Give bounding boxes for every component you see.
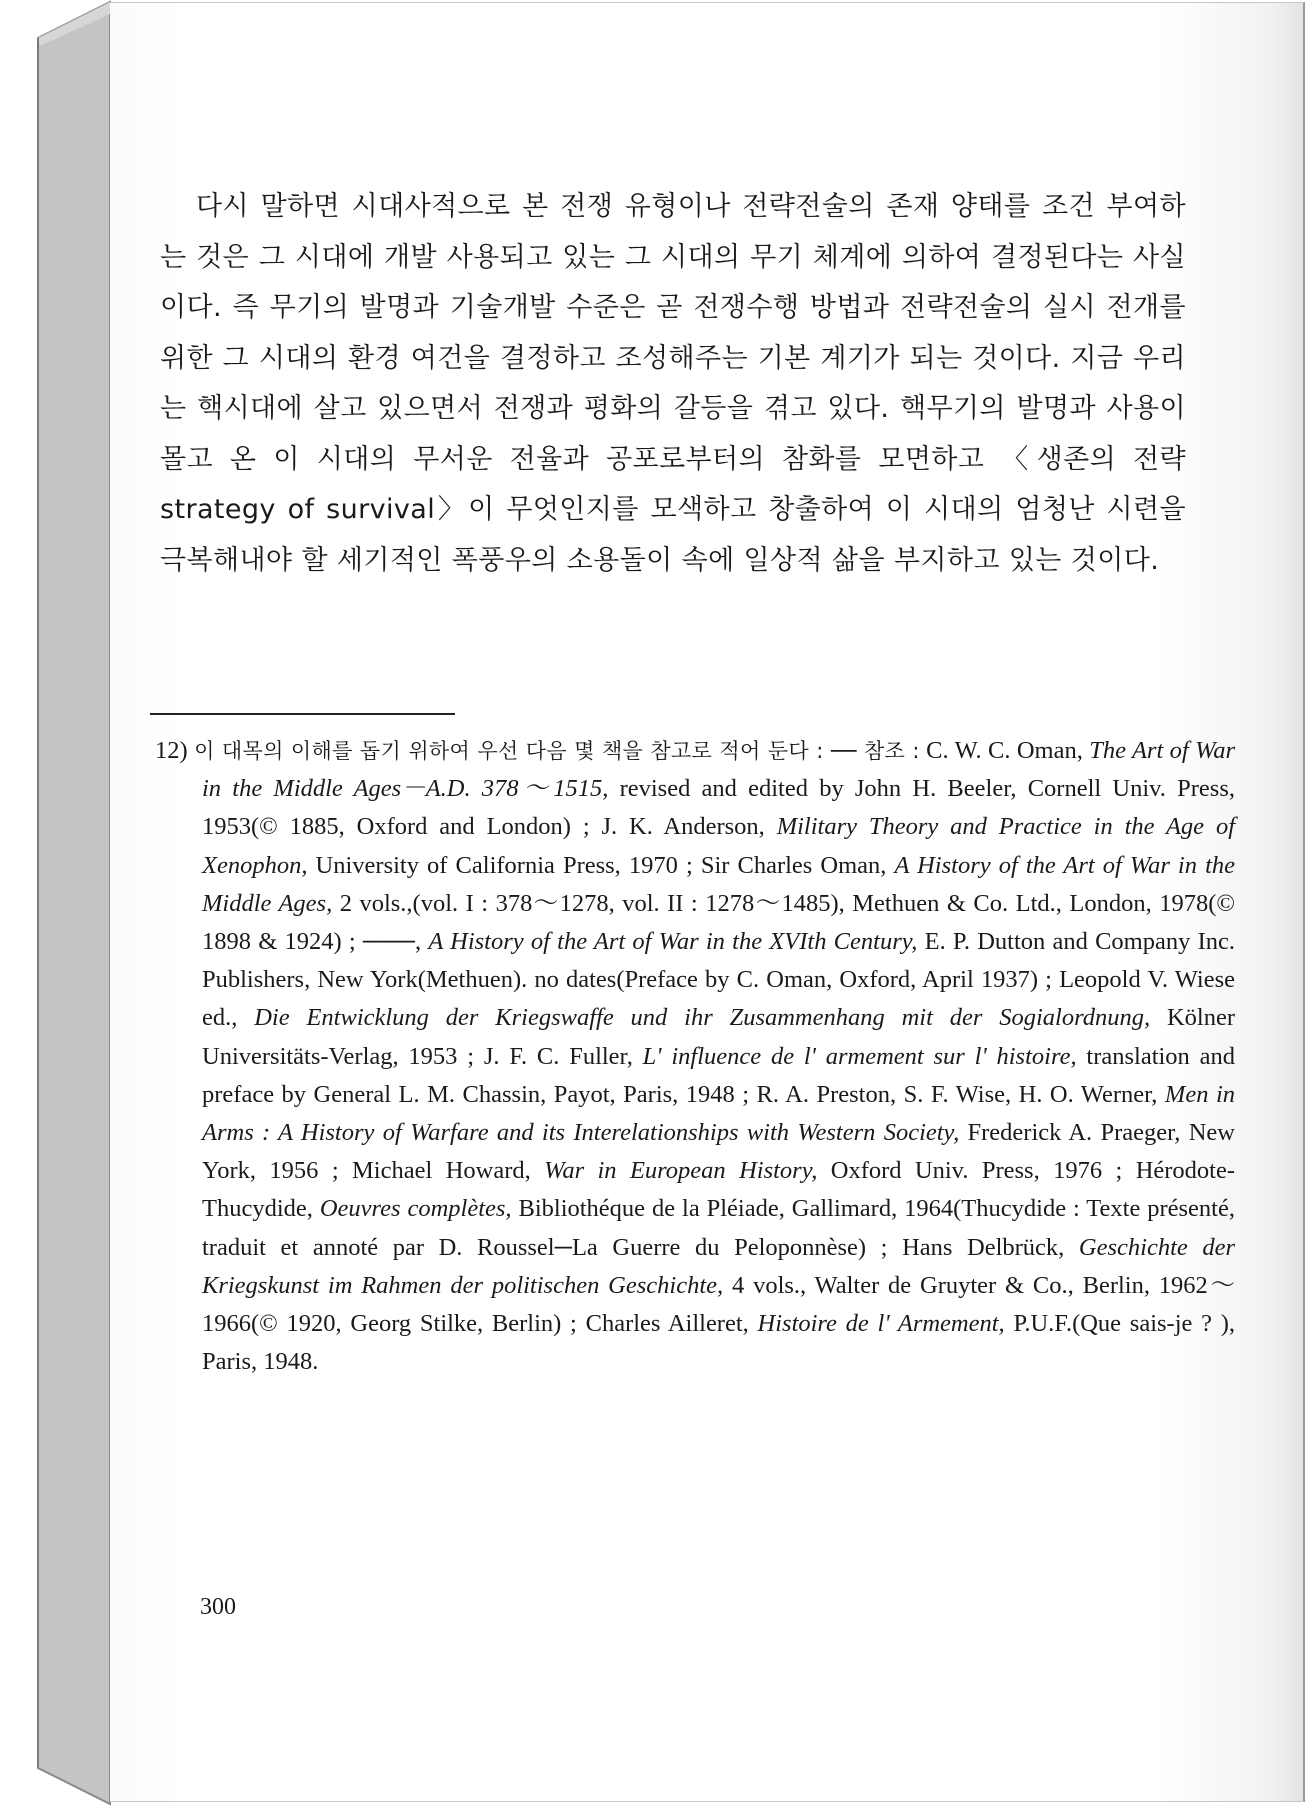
footnote-text: revised and edited by John H. Beeler, Cornell Univ. Press, 1953(© 1885, Oxford and London) ; J. K. Anderson,	[202, 775, 1235, 841]
footnote-text: C. W. C. Oman,	[926, 737, 1083, 764]
book-title: L' influence de l' armement sur l' histoire,	[642, 1042, 1077, 1070]
book-spine	[0, 0, 112, 1806]
book-title: Die Entwicklung der Kriegswaffe und ihr Zusammenhang mit der Sogialordnung,	[254, 1004, 1151, 1032]
body-paragraph: 다시 말하면 시대사적으로 본 전쟁 유형이나 전략전술의 존재 양태를 조건 부여하는 것은 그 시대에 개발 사용되고 있는 그 시대의 무기 체계에 의하여 결정된다는 사실이다. 즉 무기의 발명과 기술개발 수준은 곧 전쟁수행 방법과 전략전술의 실시 전개를 위한 그 시대의 환경 여건을 결정하고 조성해주는 기본 계기가 되는 것이다. 지금 우리는 핵시대에 살고 있으면서 전쟁과 평화의 갈등을 겪고 있다. 핵무기의 발명과 사용이 몰고 온 이 시대의 무서운 전율과 공포로부터의 참화를 모면하고 〈생존의 전략 strategy of survival〉이 무엇인지를 모색하고 창출하여 이 시대의 엄청난 시련을 극복해내야 할 세기적인 폭풍우의 소용돌이 속에 일상적 삶을 부지하고 있는 것이다.	[160, 191, 1186, 576]
book-title: Geschichte der Kriegskunst im Rahmen der politischen Geschichte,	[202, 1233, 1235, 1299]
book-title: Men in Arms : A History of Warfare and its Interelationships with Western Society,	[202, 1080, 1235, 1147]
page-number: 300	[200, 1594, 236, 1620]
footnote-text: Oxford Univ. Press, 1976 ; Hérodote-Thucydide,	[202, 1157, 1236, 1223]
footnote-text: Frederick A. Praeger, New York, 1956 ; Michael Howard,	[202, 1119, 1236, 1185]
footnote-text: E. P. Dutton and Company Inc. Publishers, New York(Methuen). no dates(Preface by C. Oman, Oxford, April 1937) ; Leopold V. Wiese ed.,	[202, 928, 1235, 1032]
book-title: Oeuvres complètes,	[319, 1195, 512, 1223]
book-title: A History of the Art of War in the Middle Ages,	[202, 851, 1235, 917]
footnote-text: P.U.F.(Que sais-je ? ), Paris, 1948.	[202, 1310, 1236, 1376]
book-title: Military Theory and Practice in the Age of Xenophon,	[202, 813, 1235, 879]
footnote-separator	[150, 713, 455, 715]
footnote-text: 2 vols.,(vol. I : 378～1278, vol. II : 1278～1485), Methuen & Co. Ltd., London, 1978(© 1898 & 1924) ; ───,	[202, 889, 1235, 956]
book-title: A History of the Art of War in the XVIth Century,	[428, 928, 918, 956]
book-title: War in European History,	[544, 1157, 818, 1185]
footnote-text: translation and preface by General L. M. Chassin, Payot, Paris, 1948 ; R. A. Preston, S. F. Wise, H. O. Werner,	[202, 1042, 1235, 1108]
footnote-12	[155, 732, 1235, 1381]
footnote-text: Bibliothéque de la Pléiade, Gallimard, 1964(Thucydide : Texte présenté, traduit et annoté par D. Roussel─La Guerre du Peloponnèse) ; Hans Delbrück,	[202, 1195, 1235, 1261]
footnote-text: 4 vols., Walter de Gruyter & Co., Berlin, 1962～1966(© 1920, Georg Stilke, Berlin) ; Charles Ailleret,	[202, 1271, 1235, 1338]
footnote-text: University of California Press, 1970 ; Sir Charles Oman,	[315, 851, 887, 879]
footnote-text: Kölner Universitäts-Verlag, 1953 ; J. F. C. Fuller,	[202, 1004, 1236, 1070]
footnote-number: 12)	[155, 737, 188, 764]
footnote-intro: 이 대목의 이해를 돕기 위하여 우선 다음 몇 책을 참고로 적어 둔다 : ── 참조 :	[194, 739, 920, 763]
book-title: Histoire de l' Armement,	[757, 1310, 1005, 1338]
book-title: The Art of War in the Middle Ages－A.D. 378～1515,	[202, 737, 1236, 803]
